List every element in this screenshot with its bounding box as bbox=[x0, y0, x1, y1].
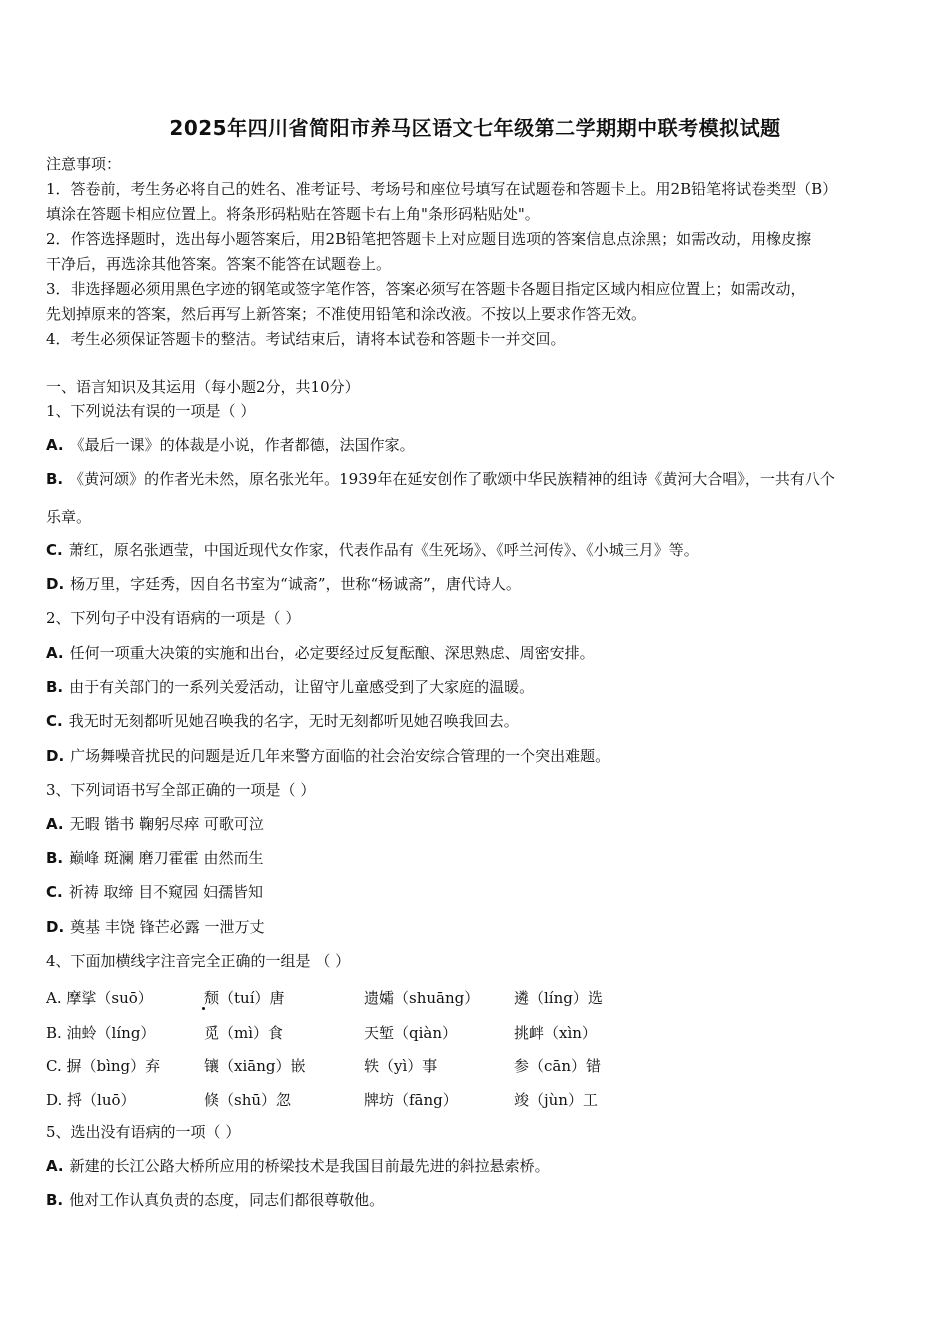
option-line bbox=[46, 676, 534, 697]
pinyin-cell: 牌坊（fāng） bbox=[364, 1091, 458, 1109]
option-letter: B. bbox=[46, 849, 64, 867]
option-text: 杨万里，字廷秀，因自名书室为“诚斋”，世称“杨诚斋”，唐代诗人。 bbox=[70, 575, 521, 593]
option-line bbox=[46, 881, 263, 902]
option-letter: D. bbox=[46, 918, 65, 936]
notes-line: 4．考生必须保证答题卡的整洁。考试结束后，请将本试卷和答题卡一并交回。 bbox=[46, 330, 566, 348]
question-stem-1: 1、下列说法有误的一项是（ ） bbox=[46, 402, 256, 420]
pinyin-cell: 遗孀（shuāng） bbox=[364, 989, 480, 1007]
option-line bbox=[46, 847, 263, 868]
page-title: 2025年四川省简阳市养马区语文七年级第二学期期中联考模拟试题 bbox=[169, 116, 781, 140]
pinyin-row bbox=[46, 1055, 646, 1077]
notes-line: 填涂在答题卡相应位置上。将条形码粘贴在答题卡右上角"条形码粘贴处"。 bbox=[46, 205, 540, 223]
question-stem-2: 2、下列句子中没有语病的一项是（ ） bbox=[46, 609, 301, 627]
option-line bbox=[46, 434, 415, 455]
notes-line: 干净后，再选涂其他答案。答案不能答在试题卷上。 bbox=[46, 255, 392, 273]
option-line bbox=[46, 710, 519, 731]
notes-line: 2．作答选择题时，选出每小题答案后，用2B铅笔把答题卡上对应题目选项的答案信息点涂黑；如需改动，用橡皮擦 bbox=[46, 230, 812, 248]
pinyin-cell: 觅（mì）食 bbox=[204, 1024, 284, 1042]
pinyin-cell: 轶（yì）事 bbox=[364, 1057, 438, 1075]
option-text: 《黄河颂》的作者光未然，原名张光年。1939年在延安创作了歌颂中华民族精神的组诗《黄河大合唱》，一共有八个 bbox=[69, 470, 835, 488]
question-stem-3: 3、下列词语书写全部正确的一项是（ ） bbox=[46, 781, 316, 799]
pinyin-cell: 竣（jùn）工 bbox=[514, 1091, 598, 1109]
option-line bbox=[46, 573, 521, 594]
option-letter: D. bbox=[46, 575, 65, 593]
option-text: 乐章。 bbox=[46, 508, 92, 526]
option-line bbox=[46, 468, 835, 489]
option-line bbox=[46, 1189, 384, 1210]
pinyin-row bbox=[46, 1022, 646, 1044]
option-letter: A. bbox=[46, 436, 64, 454]
option-letter: A. bbox=[46, 1157, 64, 1175]
option-text: 广场舞噪音扰民的问题是近几年来警方面临的社会治安综合管理的一个突出难题。 bbox=[70, 747, 611, 765]
pinyin-cell: 参（cān）错 bbox=[514, 1057, 602, 1075]
option-letter: C. bbox=[46, 712, 63, 730]
option-text: 巅峰 斑澜 磨刀霍霍 由然而生 bbox=[69, 849, 264, 867]
notes-line: 先划掉原来的答案，然后再写上新答案；不准使用铅笔和涂改液。不按以上要求作答无效。 bbox=[46, 305, 647, 323]
option-letter: B. bbox=[46, 678, 64, 696]
option-line bbox=[46, 916, 264, 937]
option-letter: A. bbox=[46, 815, 64, 833]
option-text: 无暇 锴书 鞠躬尽瘁 可歌可泣 bbox=[69, 815, 264, 833]
option-letter: B. bbox=[46, 470, 64, 488]
pinyin-cell: 颓（tuí）唐 bbox=[204, 989, 285, 1007]
option-line bbox=[46, 745, 610, 766]
option-line bbox=[46, 1155, 550, 1176]
option-letter: B. bbox=[46, 1191, 64, 1209]
option-text: 由于有关部门的一系列关爱活动，让留守儿童感受到了大家庭的温暖。 bbox=[69, 678, 535, 696]
pinyin-cell: 天堑（qiàn） bbox=[364, 1024, 458, 1042]
pinyin-row bbox=[46, 987, 646, 1009]
pinyin-cell: 挑衅（xìn） bbox=[514, 1024, 597, 1042]
option-text: 《最后一课》的体裁是小说，作者都德，法国作家。 bbox=[69, 436, 415, 454]
pinyin-row bbox=[46, 1089, 646, 1111]
pinyin-cell: 遴（líng）选 bbox=[514, 989, 603, 1007]
pinyin-cell: 镶（xiāng）嵌 bbox=[204, 1057, 306, 1075]
option-text: 新建的长江公路大桥所应用的桥梁技术是我国目前最先进的斜拉悬索桥。 bbox=[69, 1157, 550, 1175]
option-line bbox=[46, 813, 264, 834]
option-text: 祈祷 取缔 目不窥园 妇孺皆知 bbox=[68, 883, 264, 901]
option-letter: C. bbox=[46, 541, 63, 559]
notes-line: 1．答卷前，考生务必将自己的姓名、准考证号、考场号和座位号填写在试题卷和答题卡上。用2B铅笔将试卷类型（B） bbox=[46, 180, 838, 198]
pinyin-cell: C. 摒（bìng）弃 bbox=[46, 1057, 161, 1075]
pinyin-cell: 倏（shū）忽 bbox=[204, 1091, 292, 1109]
option-line bbox=[46, 642, 595, 663]
option-text: 任何一项重大决策的实施和出台，必定要经过反复酝酿、深思熟虑、周密安排。 bbox=[69, 644, 595, 662]
pinyin-cell: B. 油蛉（líng） bbox=[46, 1024, 156, 1042]
option-text: 他对工作认真负责的态度，同志们都很尊敬他。 bbox=[69, 1191, 385, 1209]
option-line-continued bbox=[46, 506, 91, 527]
notes-heading: 注意事项： bbox=[46, 155, 122, 173]
section-heading: 一、语言知识及其运用（每小题2分，共10分） bbox=[46, 378, 360, 396]
option-line bbox=[46, 539, 699, 560]
option-text: 我无时无刻都听见她召唤我的名字，无时无刻都听见她召唤我回去。 bbox=[68, 712, 519, 730]
option-letter: C. bbox=[46, 883, 63, 901]
notes-line: 3．非选择题必须用黑色字迹的钢笔或签字笔作答，答案必须写在答题卡各题目指定区域内相应位置上；如需改动， bbox=[46, 280, 806, 298]
option-letter: A. bbox=[46, 644, 64, 662]
question-stem-5: 5、选出没有语病的一项（ ） bbox=[46, 1123, 241, 1141]
option-text: 奠基 丰饶 锋芒必露 一泄万丈 bbox=[70, 918, 265, 936]
emphasis-dot bbox=[202, 1007, 205, 1010]
question-stem-4: 4、下面加横线字注音完全正确的一组是 （ ） bbox=[46, 952, 351, 970]
option-text: 萧红，原名张迺莹，中国近现代女作家，代表作品有《生死场》、《呼兰河传》、《小城三月》等。 bbox=[68, 541, 699, 559]
notes-block bbox=[46, 152, 916, 352]
option-letter: D. bbox=[46, 747, 65, 765]
pinyin-cell: A. 摩挲（suō） bbox=[46, 989, 153, 1007]
pinyin-cell: D. 捋（luō） bbox=[46, 1091, 136, 1109]
